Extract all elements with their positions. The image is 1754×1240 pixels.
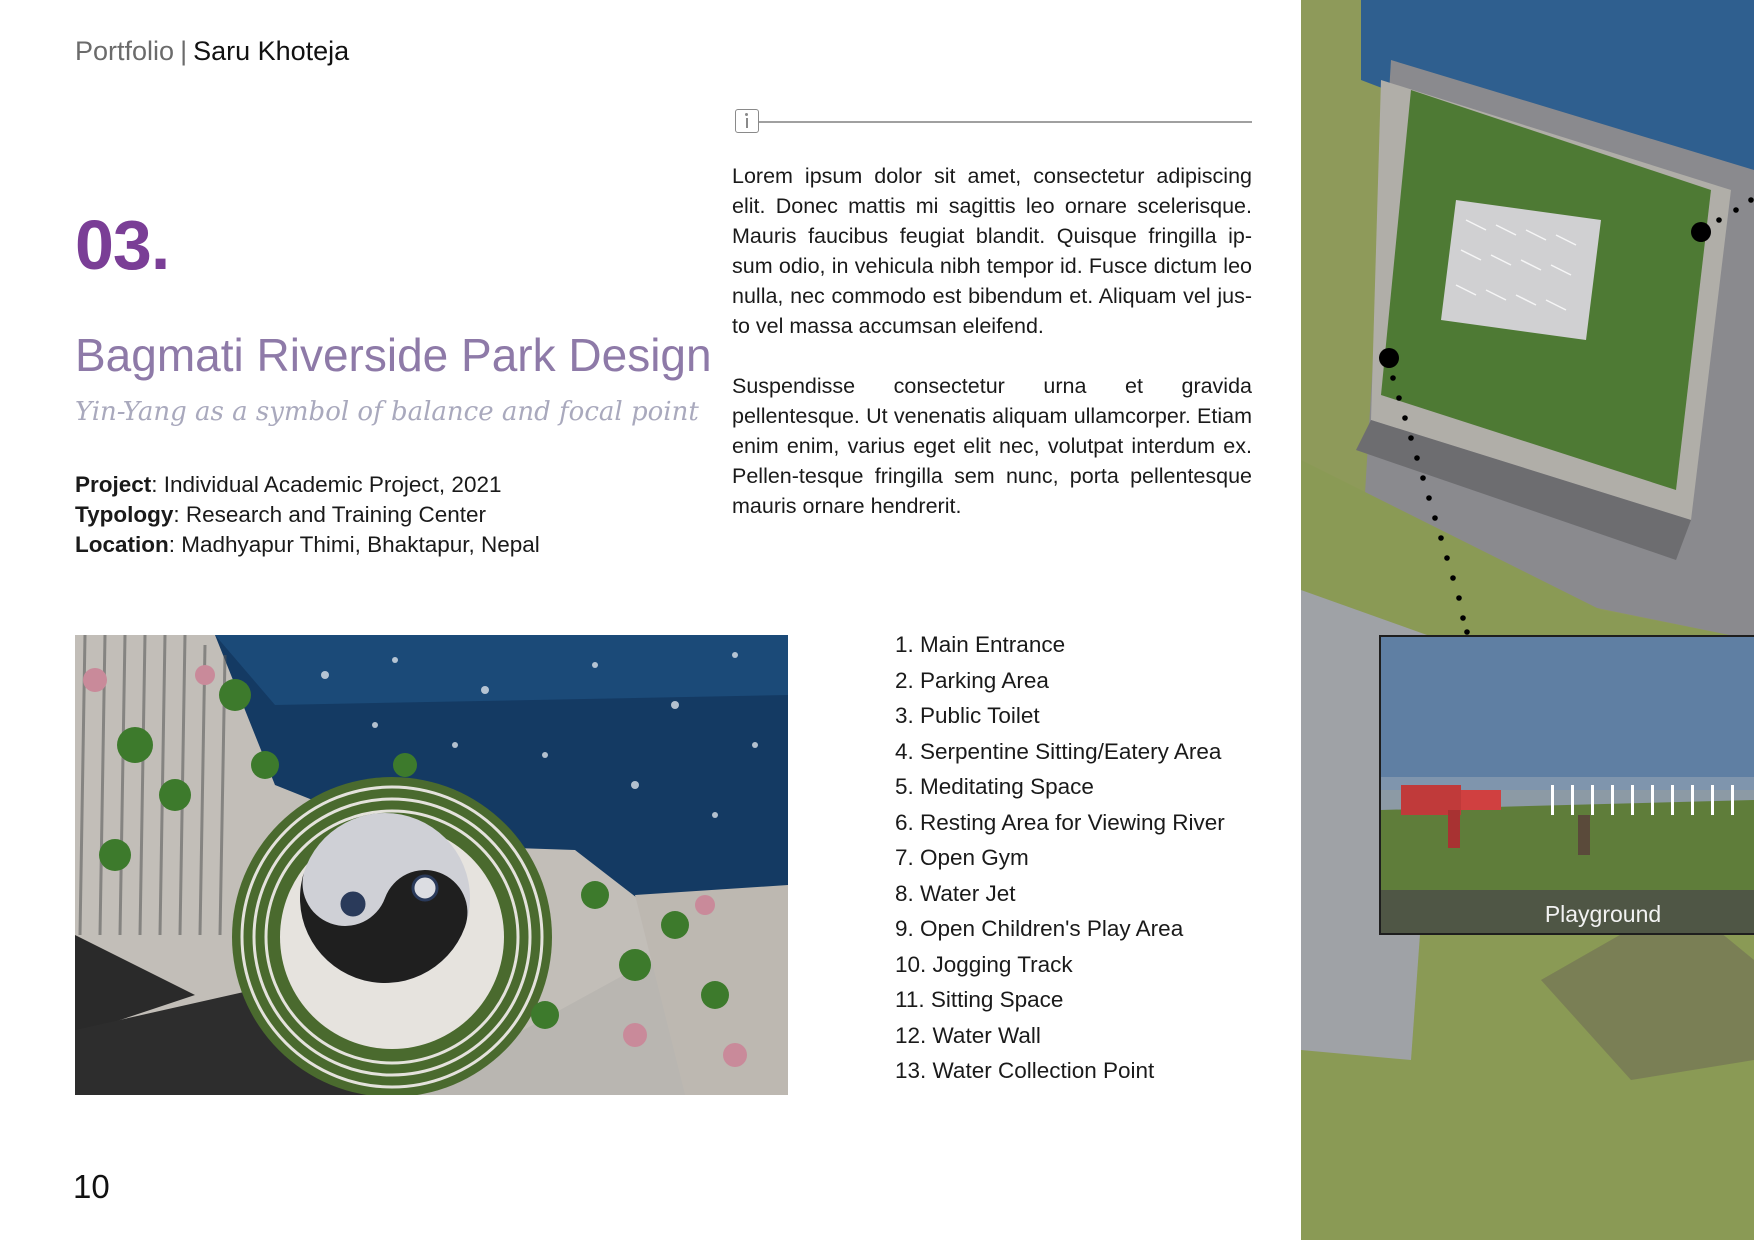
image-caption: Playground	[1544, 901, 1662, 927]
meta-label: Location	[75, 532, 169, 557]
project-subtitle: Yin-Yang as a symbol of balance and focal point	[75, 397, 699, 427]
legend-item: 10. Jogging Track	[895, 951, 1073, 977]
legend-item: 9. Open Children's Play Area	[895, 916, 1184, 941]
site-plan-image	[75, 635, 788, 1095]
description-paragraph-1: Lorem ipsum dolor sit amet, consectetur adipiscing elit. Donec mattis mi sagittis leo ornare scelerisque. Mauris faucibus feugiat blandit. Quisque fringilla ip-sum odio, in vehicula nibh tempor id. Fusce dictum leo nulla, nec commodo est bibendum et. Aliquam vel jus-to vel massa accumsan eleifend.	[732, 164, 1252, 338]
divider-line	[759, 121, 1252, 123]
header-section: Portfolio	[75, 36, 175, 66]
legend-item: 8. Water Jet	[895, 880, 1016, 906]
legend-item: 6. Resting Area for Viewing River	[895, 809, 1225, 835]
header-author: Saru Khoteja	[193, 36, 350, 66]
meta-location	[75, 530, 540, 560]
info-icon	[735, 109, 759, 133]
description-paragraph-2: Suspendisse consectetur urna et gravida pellentesque. Ut venenatis aliquam ullamcorper. Etiam enim enim, varius eget elit nec, volutpat interdum ex. Pellen-tesque fringilla sem nunc, porta pellentesque mauris ornare hendrerit.	[732, 374, 1252, 518]
page-header	[75, 36, 349, 67]
legend-item: 3. Public Toilet	[895, 703, 1040, 728]
legend-item: 13. Water Collection Point	[895, 1058, 1155, 1083]
meta-label: Project	[75, 472, 152, 497]
header-separator: |	[180, 36, 188, 66]
meta-label: Typology	[75, 502, 174, 527]
legend-item: 1. Main Entrance	[895, 632, 1066, 657]
legend-item: 7. Open Gym	[895, 845, 1029, 870]
legend-item: 2. Parking Area	[895, 667, 1049, 693]
meta-typology	[75, 500, 540, 530]
project-title: Bagmati Riverside Park Design	[75, 329, 712, 381]
legend-item: 5. Meditating Space	[895, 774, 1094, 799]
page-number: 10	[73, 1168, 110, 1205]
meta-value: : Individual Academic Project, 2021	[151, 472, 502, 497]
info-divider	[735, 106, 1252, 136]
legend-item: 12. Water Wall	[895, 1022, 1041, 1048]
legend-item: 11. Sitting Space	[895, 987, 1064, 1012]
site-legend	[895, 627, 1225, 1089]
meta-value: : Madhyapur Thimi, Bhaktapur, Nepal	[168, 532, 540, 557]
meta-project	[75, 470, 540, 500]
meta-value: : Research and Training Center	[173, 502, 486, 527]
legend-item: 4. Serpentine Sitting/Eatery Area	[895, 738, 1222, 764]
aerial-render-image	[1301, 0, 1754, 1240]
project-number: 03.	[75, 206, 170, 284]
project-meta	[75, 470, 540, 560]
